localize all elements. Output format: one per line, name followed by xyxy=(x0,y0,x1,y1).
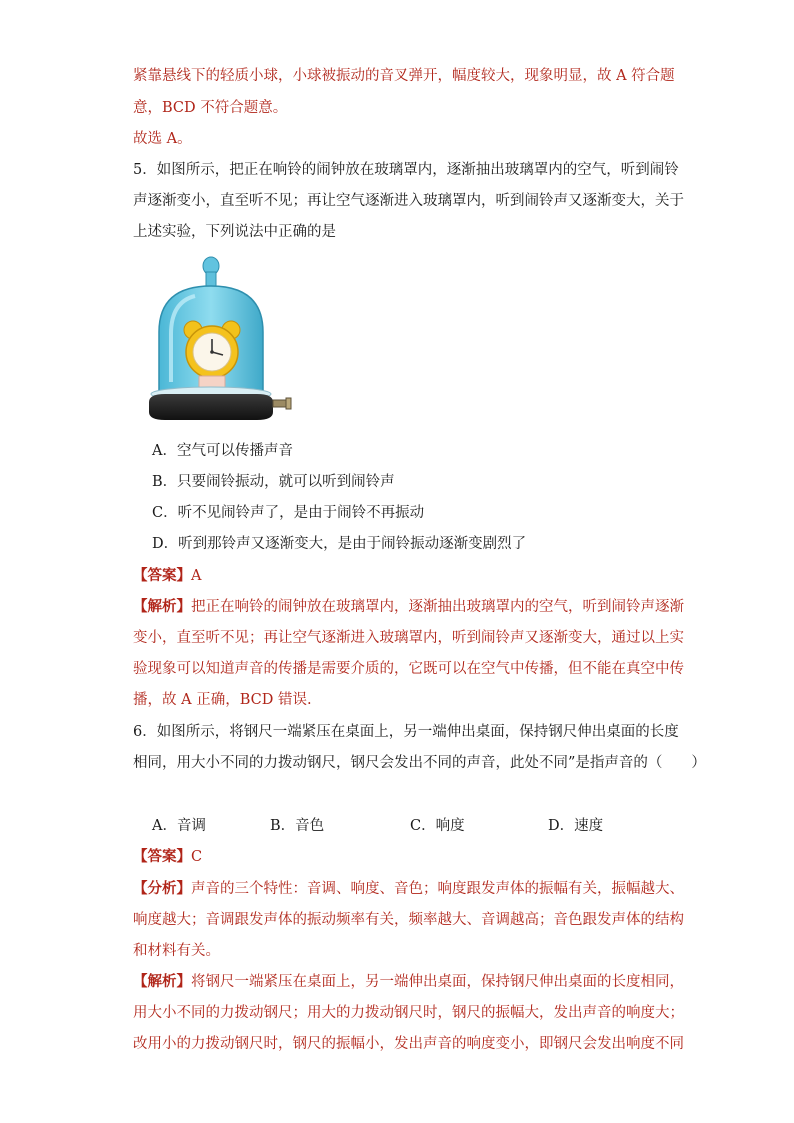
q6-stem-line-2: 相同，用大小不同的力拨动钢尺，钢尺会发出不同的声音，此处不同”是指声音的（ ） xyxy=(133,755,706,771)
q6-jiexi-line-2: 用大小不同的力拨动钢尺；用大的力拨动钢尺时，钢尺的振幅大，发出声音的响度大； xyxy=(133,1005,684,1021)
answer-value: C xyxy=(191,849,203,865)
q6-option-b: B．音色 xyxy=(270,818,325,834)
answer-tag: 【答案】 xyxy=(133,567,191,584)
q6-option-a: A．音调 xyxy=(152,818,206,834)
q5-answer xyxy=(133,566,201,586)
q5-option-a: A．空气可以传播声音 xyxy=(152,443,293,459)
q5-jiexi-line-3: 验现象可以知道声音的传播是需要介质的，它既可以在空气中传播，但不能在真空中传 xyxy=(133,661,684,677)
prev-analysis-line-2: 意，BCD 不符合题意。 xyxy=(133,100,288,116)
q6-answer xyxy=(133,847,202,867)
jiexi-text: 将钢尺一端紧压在桌面上，另一端伸出桌面，保持钢尺伸出桌面的长度相同， xyxy=(191,974,684,990)
q5-stem-line-2: 声逐渐变小，直至听不见；再让空气逐渐进入玻璃罩内，听到闹铃声又逐渐变大，关于 xyxy=(133,193,684,209)
answer-value: A xyxy=(191,568,202,584)
jiexi-tag: 【解析】 xyxy=(133,598,191,615)
q5-stem-line-1: 5．如图所示，把正在响铃的闹钟放在玻璃罩内，逐渐抽出玻璃罩内的空气，听到闹铃 xyxy=(133,162,679,178)
q5-option-b: B．只要闹铃振动，就可以听到闹铃声 xyxy=(152,474,395,490)
q5-option-d: D．听到那铃声又逐渐变大，是由于闹铃振动逐渐变剧烈了 xyxy=(152,536,527,552)
q6-option-c: C．响度 xyxy=(410,818,465,834)
q5-jiexi-line-4: 播，故 A 正确，BCD 错误. xyxy=(133,692,312,708)
q6-fenxi-line-2: 响度越大；音调跟发声体的振动频率有关，频率越大、音调越高；音色跟发声体的结构 xyxy=(133,912,684,928)
answer-tag: 【答案】 xyxy=(133,848,191,865)
q6-option-d: D．速度 xyxy=(548,818,604,834)
q5-stem-line-3: 上述实验，下列说法中正确的是 xyxy=(133,224,336,240)
fenxi-text: 声音的三个特性：音调、响度、音色；响度跟发声体的振幅有关，振幅越大、 xyxy=(191,881,684,897)
q5-option-c: C．听不见闹铃声了，是由于闹铃不再振动 xyxy=(152,505,425,521)
jiexi-tag: 【解析】 xyxy=(133,973,191,990)
prev-analysis-line-1: 紧靠悬线下的轻质小球，小球被振动的音叉弹开，幅度较大，现象明显，故 A 符合题 xyxy=(133,68,675,84)
q6-fenxi-line-1 xyxy=(133,879,684,899)
fenxi-tag: 【分析】 xyxy=(133,880,191,897)
q6-stem-line-1: 6．如图所示，将钢尺一端紧压在桌面上，另一端伸出桌面，保持钢尺伸出桌面的长度 xyxy=(133,724,679,740)
q6-jiexi-line-1 xyxy=(133,972,684,992)
q6-jiexi-line-3: 改用小的力拨动钢尺时，钢尺的振幅小，发出声音的响度变小，即钢尺会发出响度不同 xyxy=(133,1036,684,1052)
bell-jar-alarm-clock-figure xyxy=(145,252,305,432)
q5-jiexi-line-1 xyxy=(133,597,684,617)
jiexi-text: 把正在响铃的闹钟放在玻璃罩内，逐渐抽出玻璃罩内的空气，听到闹铃声逐渐 xyxy=(191,599,684,615)
prev-conclusion: 故选 A。 xyxy=(133,131,192,147)
q6-fenxi-line-3: 和材料有关。 xyxy=(133,943,220,959)
q5-jiexi-line-2: 变小，直至听不见；再让空气逐渐进入玻璃罩内，听到闹铃声又逐渐变大，通过以上实 xyxy=(133,630,684,646)
